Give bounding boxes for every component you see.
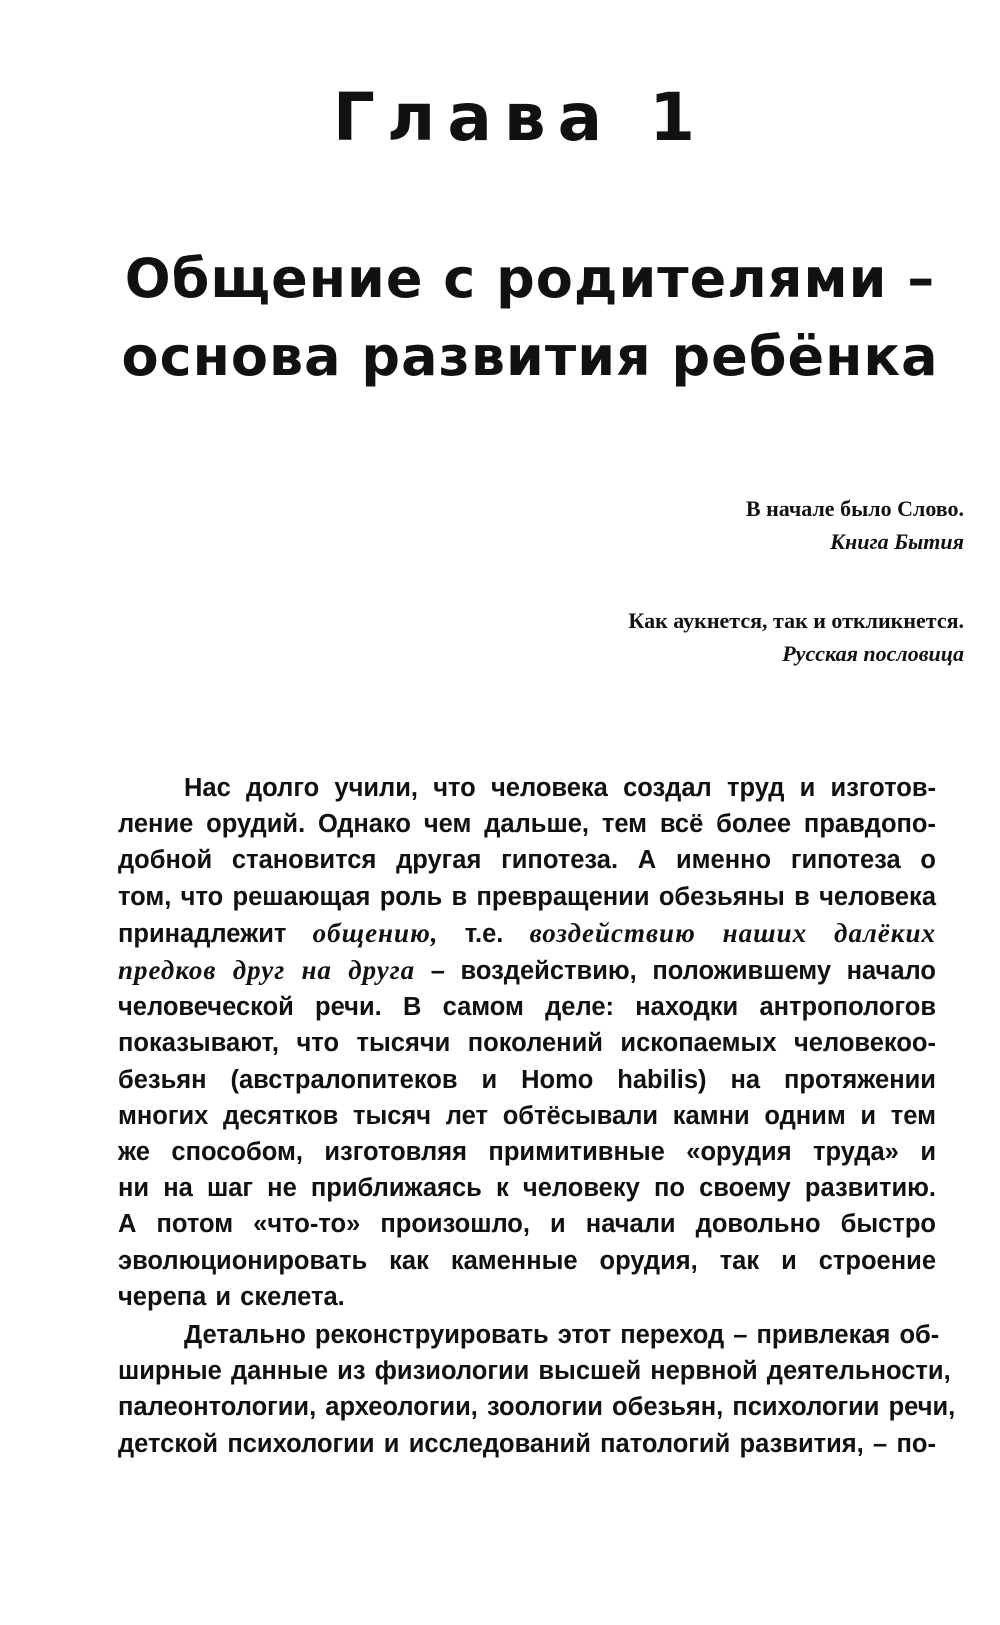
paragraph [118,770,936,1315]
chapter-number: Глава 1 [332,79,708,156]
emphasis-text: общению, [312,917,439,948]
epigraph-quote: В начале было Слово. [745,496,964,521]
text-line: ширные данные из физиологии высшей нервной деятельности, [118,1357,951,1386]
epigraph-source: Русская пословица [782,641,964,666]
text-line: эволюционировать как каменные орудия, так и строение [118,1246,936,1275]
epigraph-quote: Как аукнется, так и откликнется. [628,608,964,633]
text-fragment: т.е. [438,919,530,948]
epigraph [464,604,964,670]
emphasis-text: воздействию наших далёких [529,917,936,948]
text-line: человеческой речи. В самом деле: находки антропологов [118,993,936,1022]
text-line: черепа и скелета. [118,1282,345,1311]
epigraph [464,492,964,558]
chapter-title-line-1: Общение с родителями – [124,247,936,310]
text-line: многих десятков тысяч лет обтёсывали камни одним и тем [118,1101,936,1130]
paragraph [118,1317,956,1462]
body-text [118,770,956,1462]
text-line: же способом, изготовляя примитивные «орудия труда» и [118,1138,936,1167]
text-line: добной становится другая гипотеза. А именно гипотеза о [118,846,936,875]
text-line: ление орудий. Однако чем дальше, тем всё более правдопо- [118,810,936,839]
chapter-title-line-2: основа развития ребёнка [121,325,939,388]
text-line: показывают, что тысячи поколений ископаемых человекоо- [118,1029,936,1058]
text-line [118,915,936,952]
chapter-title [100,240,960,396]
text-line: Нас долго учили, что человека создал труд и изготов- [184,774,936,802]
text-line: том, что решающая роль в превращении обезьяны в человека [118,882,936,911]
emphasis-text: предков друг на друга [118,955,416,986]
text-fragment: – воздействию, положившему начало [415,957,936,986]
text-line: Детально реконструировать этот переход – привлекая об- [184,1321,940,1350]
text-line: детской психологии и исследований патологий развития, – по- [118,1429,936,1458]
text-line: палеонтологии, археологии, зоологии обезьян, психологии речи, [118,1393,956,1422]
text-line: безьян (австралопитеков и Homo habilis) на протяжении [118,1065,936,1094]
text-line [118,952,936,989]
text-line: ни на шаг не приближаясь к человеку по своему развитию. [118,1174,936,1203]
text-fragment: принадлежит [118,919,313,948]
text-line: А потом «что-то» произошло, и начали довольно быстро [118,1210,936,1239]
epigraph-source: Книга Бытия [830,529,964,554]
